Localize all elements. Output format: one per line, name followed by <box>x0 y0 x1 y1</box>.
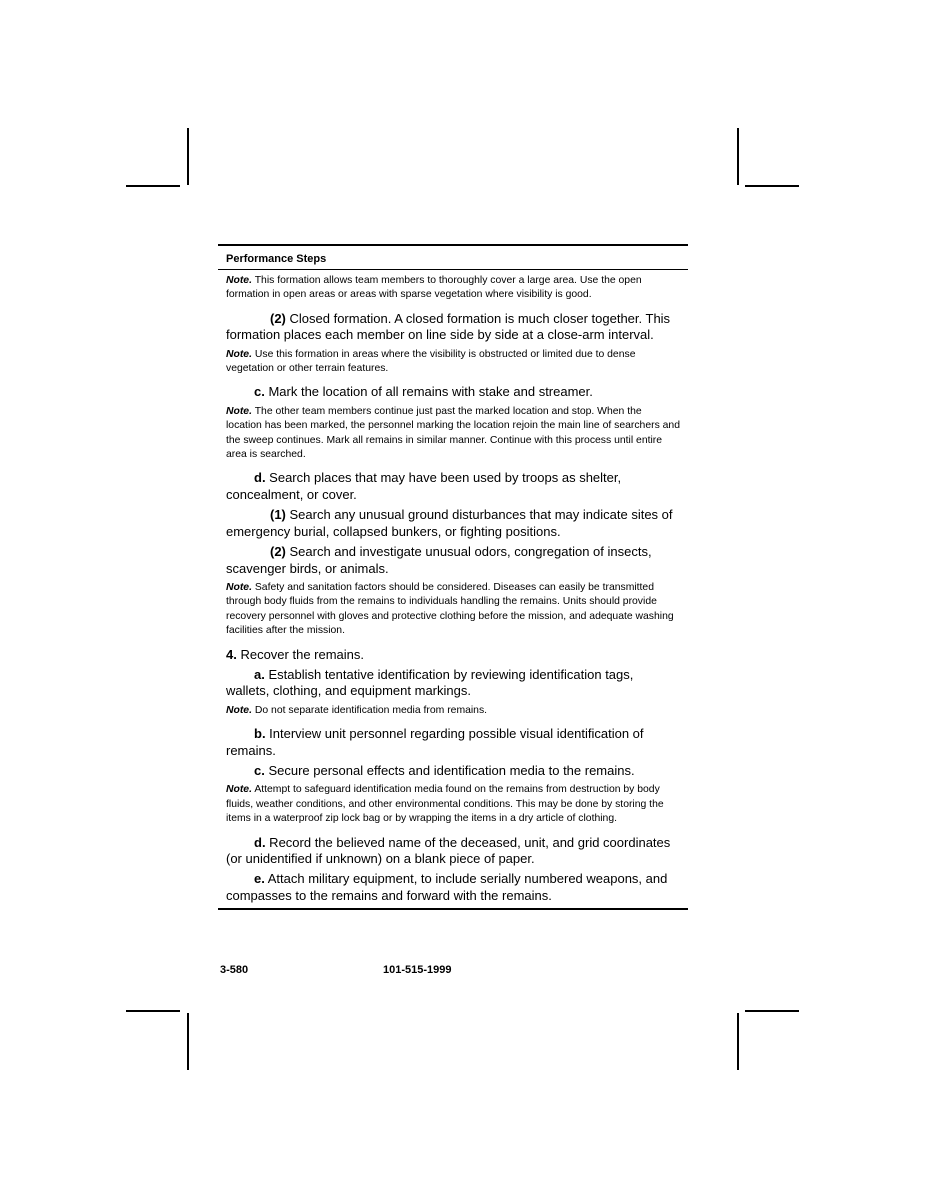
note-label: Note. <box>226 348 252 360</box>
step-paragraph <box>226 470 680 503</box>
step-paragraph <box>226 835 680 868</box>
step-label: d. <box>254 834 266 850</box>
step-label: a. <box>254 666 265 682</box>
note-label: Note. <box>226 275 252 286</box>
note-text: The other team members continue just past the marked location and stop. When the location has been marked, the personnel marking the location rejoin the main line of searchers and the sweep continues. Mark all remains in similar manner. Continue with this process until entire area is searched. <box>226 405 680 461</box>
note-label: Note. <box>226 581 252 593</box>
note-label: Note. <box>226 405 252 417</box>
step-text: Closed formation. A closed formation is much closer together. This formation places each member on line side by side at a close-arm interval. <box>226 310 671 343</box>
note-paragraph <box>226 348 680 377</box>
crop-mark-bottom-right-vertical <box>737 1013 739 1070</box>
note-label: Note. <box>226 704 252 716</box>
steps-body <box>218 270 688 904</box>
step-label: b. <box>254 726 266 742</box>
step-label: (2) <box>270 544 286 560</box>
step-label: 4. <box>226 646 237 662</box>
step-paragraph <box>226 763 680 779</box>
page-number: 3-580 <box>220 964 249 976</box>
step-text: Secure personal effects and identification media to the remains. <box>264 762 635 778</box>
step-paragraph <box>226 647 680 663</box>
note-text: Use this formation in areas where the visibility is obstructed or limited due to dense vegetation or other terrain features. <box>226 348 636 375</box>
crop-mark-top-right-vertical <box>737 128 739 185</box>
step-text: Search any unusual ground disturbances that may indicate sites of emergency burial, collapsed bunkers, or fighting positions. <box>226 507 673 539</box>
crop-mark-bottom-left-horizontal <box>126 1010 180 1012</box>
note-paragraph <box>226 704 680 718</box>
step-paragraph <box>226 311 680 344</box>
step-text: Attach military equipment, to include serially numbered weapons, and compasses to the remains and forward with the remains. <box>226 871 668 903</box>
bottom-rule <box>218 908 688 910</box>
note-label: Note. <box>226 784 252 796</box>
step-text: Mark the location of all remains with stake and streamer. <box>264 384 593 400</box>
performance-steps-section <box>218 244 688 910</box>
note-paragraph <box>226 274 680 303</box>
step-text: Record the believed name of the deceased, unit, and grid coordinates (or unidentified if unknown) on a blank piece of paper. <box>226 834 671 866</box>
note-text: Attempt to safeguard identification media found on the remains from destruction by body fluids, weather conditions, and other environmental conditions. This may be done by storing the items in a waterproof zip lock bag or by wrapping the items in a dry article of clothing. <box>226 784 664 825</box>
note-paragraph <box>226 581 680 639</box>
step-label: c. <box>254 762 265 778</box>
step-text: Search places that may have been used by troops as shelter, concealment, or cover. <box>226 470 622 502</box>
step-text: Establish tentative identification by reviewing identification tags, wallets, clothing, and equipment markings. <box>226 666 634 699</box>
note-text: Do not separate identification media from remains. <box>254 704 488 716</box>
step-label: d. <box>254 470 266 486</box>
crop-mark-top-left-horizontal <box>126 185 180 187</box>
crop-mark-top-left-vertical <box>187 128 189 185</box>
step-label: (1) <box>270 507 286 523</box>
note-text: This formation allows team members to thoroughly cover a large area. Use the open formation in open areas or areas with sparse vegetation where visibility is good. <box>226 275 642 301</box>
step-paragraph <box>226 871 680 904</box>
step-text: Interview unit personnel regarding possible visual identification of remains. <box>226 726 644 758</box>
step-text: Recover the remains. <box>236 646 365 662</box>
note-paragraph <box>226 405 680 463</box>
crop-mark-top-right-horizontal <box>745 185 799 187</box>
step-text: Search and investigate unusual odors, congregation of insects, scavenger birds, or animals. <box>226 544 652 576</box>
step-paragraph <box>226 384 680 400</box>
crop-mark-bottom-right-horizontal <box>745 1010 799 1012</box>
step-paragraph <box>226 544 680 577</box>
step-label: c. <box>254 384 265 400</box>
step-paragraph <box>226 507 680 540</box>
step-label: (2) <box>270 310 286 326</box>
document-number: 101-515-1999 <box>383 964 452 976</box>
step-label: e. <box>254 871 265 887</box>
note-paragraph <box>226 783 680 826</box>
crop-mark-bottom-left-vertical <box>187 1013 189 1070</box>
step-paragraph <box>226 726 680 759</box>
note-text: Safety and sanitation factors should be considered. Diseases can easily be transmitted through body fluids from the remains to individuals handling the remains. Units should provide recovery personnel with gloves and protective clothing before the mission, and adequate washing facilities after the mission. <box>226 581 674 637</box>
section-header: Performance Steps <box>218 246 688 270</box>
step-paragraph <box>226 667 680 700</box>
